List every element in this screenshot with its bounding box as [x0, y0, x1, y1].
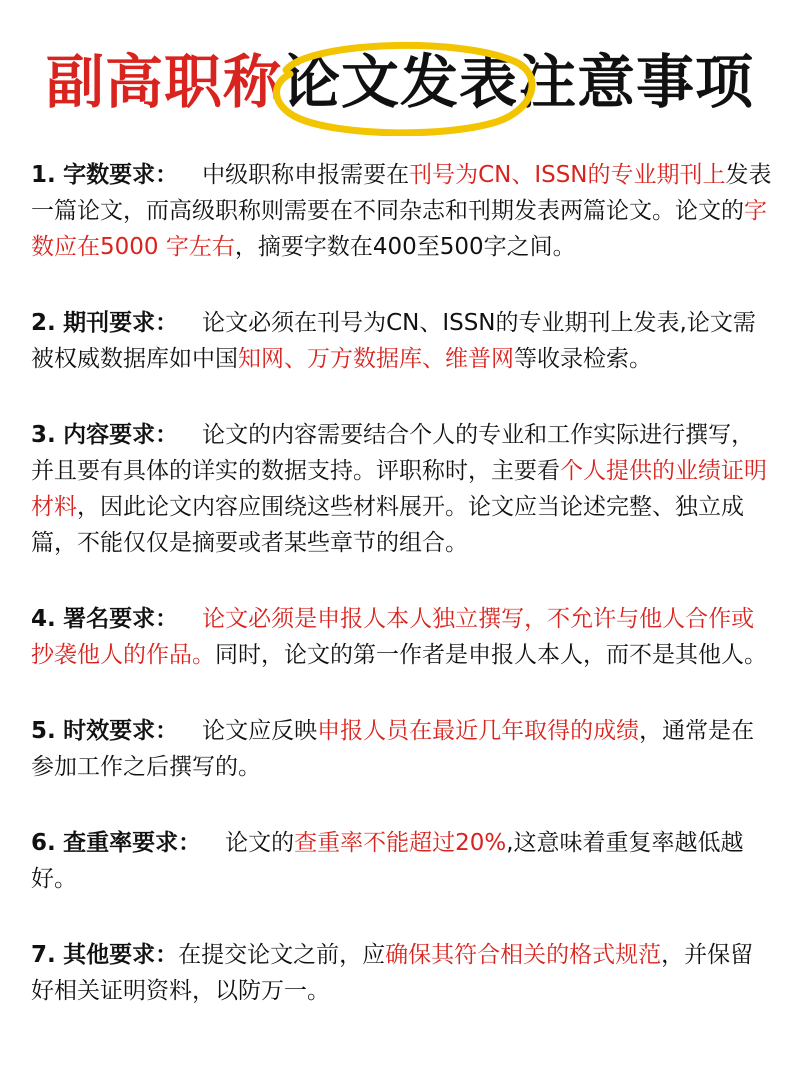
item-label: 署名要求：	[63, 606, 179, 632]
item-text: ，通常是在参加工作之后撰写的。	[31, 718, 755, 780]
item-number: 4.	[31, 606, 56, 632]
item-highlight: 查重率不能超过20%	[294, 830, 507, 856]
item-label: 时效要求：	[63, 718, 179, 744]
item-number: 7.	[31, 942, 56, 968]
item-text: 发表一篇论文，而高级职称则需要在不同杂志和刊期发表两篇论文。论文的	[31, 162, 772, 224]
requirement-item	[31, 417, 776, 561]
requirement-item	[31, 825, 776, 897]
item-label: 期刊要求：	[63, 310, 179, 336]
item-highlight: 刊号为CN、ISSN的专业期刊上	[409, 162, 726, 188]
item-text: 论文的内容需要结合个人的专业和工作实际进行撰写，并且要有具体的详实的数据支持。评职称时，主要看	[31, 422, 755, 484]
item-highlight: 个人提供的业绩证明材料	[31, 458, 767, 520]
item-number: 1.	[31, 162, 56, 188]
item-number: 5.	[31, 718, 56, 744]
item-text: 论文的	[225, 830, 295, 856]
title-black-part: 论文发表注意事项	[282, 48, 755, 116]
requirements-list	[31, 157, 776, 1049]
item-number: 2.	[31, 310, 56, 336]
item-text: 等收录检索。	[514, 346, 652, 372]
item-number: 3.	[31, 422, 56, 448]
item-label: 内容要求：	[63, 422, 179, 448]
requirement-item	[31, 601, 776, 673]
requirement-item	[31, 937, 776, 1009]
item-text: 论文应反映	[202, 718, 318, 744]
item-highlight: 确保其符合相关的格式规范	[385, 942, 662, 968]
item-label: 查重率要求：	[63, 830, 202, 856]
item-text: 在提交论文之前，应	[178, 942, 386, 968]
item-highlight: 字数应在5000 字左右	[31, 198, 767, 260]
item-highlight: 知网、万方数据库、维普网	[238, 346, 514, 372]
page-title	[0, 42, 800, 122]
item-text: ，并保留好相关证明资料，以防万一。	[31, 942, 754, 1004]
item-text: ，摘要字数在400至500字之间。	[234, 234, 576, 260]
item-text: 论文必须在刊号为CN、ISSN的专业期刊上发表,论文需被权威数据库如中国	[31, 310, 756, 372]
item-text: 同时，论文的第一作者是申报人本人，而不是其他人。	[215, 642, 767, 668]
item-label: 字数要求：	[63, 162, 179, 188]
item-text: ，因此论文内容应围绕这些材料展开。论文应当论述完整、独立成篇，不能仅仅是摘要或者某些章节的组合。	[31, 494, 744, 556]
item-text: 中级职称申报需要在	[202, 162, 410, 188]
requirement-item	[31, 157, 776, 265]
title-red-part: 副高职称	[45, 48, 282, 116]
item-label: 其他要求：	[63, 942, 179, 968]
item-number: 6.	[31, 830, 56, 856]
item-text: ,这意味着重复率越低越好。	[31, 830, 744, 892]
item-highlight: 论文必须是申报人本人独立撰写，不允许与他人合作或抄袭他人的作品。	[31, 606, 755, 668]
requirement-item	[31, 713, 776, 785]
requirement-item	[31, 305, 776, 377]
item-highlight: 申报人员在最近几年取得的成绩	[317, 718, 640, 744]
